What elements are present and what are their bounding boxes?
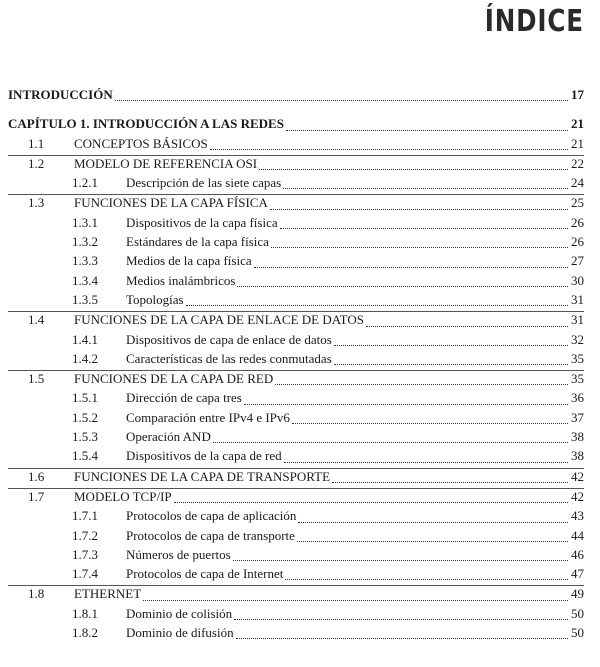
dot-leader — [213, 442, 568, 443]
toc-entry-title: Protocolos de capa de transporte — [126, 527, 295, 543]
dot-leader — [275, 384, 568, 385]
dot-leader — [254, 267, 568, 268]
toc-entry[interactable] — [8, 488, 584, 508]
toc-entry-number: 1.3.5 — [72, 291, 98, 307]
toc-entry[interactable] — [8, 566, 584, 585]
dot-leader — [283, 188, 568, 189]
toc-entry-page: 26 — [571, 234, 584, 250]
toc-entry-page: 31 — [571, 291, 584, 307]
toc-entry-page: 21 — [571, 135, 584, 151]
toc-entry[interactable] — [8, 585, 584, 605]
dot-leader — [237, 286, 568, 287]
toc-entry-title: CAPÍTULO 1. INTRODUCCIÓN A LAS REDES — [8, 116, 284, 132]
toc-entry-page: 38 — [571, 448, 584, 464]
dot-leader — [334, 364, 568, 365]
toc-entry[interactable] — [8, 468, 584, 488]
toc-entry-title: ETHERNET — [74, 586, 142, 602]
dot-leader — [259, 169, 568, 170]
dot-leader — [285, 579, 568, 580]
toc-entry-title: FUNCIONES DE LA CAPA FÍSICA — [74, 195, 268, 211]
dot-leader — [174, 502, 568, 503]
toc-entry-title: MODELO TCP/IP — [74, 488, 172, 504]
toc-entry-number: 1.7.4 — [72, 566, 98, 582]
toc-entry-title: Características de las redes conmutadas — [126, 350, 332, 366]
page-title: ÍNDICE — [484, 4, 584, 39]
dot-leader — [244, 404, 568, 405]
toc-entry[interactable] — [8, 528, 584, 547]
toc-entry-title: Dominio de difusión — [126, 625, 234, 641]
toc-entry[interactable] — [8, 215, 584, 234]
toc-entry-title: Protocolos de capa de Internet — [126, 566, 284, 582]
toc-entry-number: 1.7.3 — [72, 546, 98, 562]
toc-entry-page: 42 — [571, 488, 584, 504]
toc-entry-number: 1.8.1 — [72, 605, 98, 621]
toc-entry-title: FUNCIONES DE LA CAPA DE RED — [74, 371, 274, 387]
toc-entry-page: 32 — [571, 331, 584, 347]
dot-leader — [332, 482, 568, 483]
toc-entry[interactable] — [8, 370, 584, 390]
toc-entry[interactable] — [8, 136, 584, 155]
toc-entry-page: 27 — [571, 253, 584, 269]
toc-entry-title: FUNCIONES DE LA CAPA DE ENLACE DE DATOS — [74, 312, 364, 328]
toc-entry-number: 1.3.1 — [72, 214, 98, 230]
toc-entry-number: 1.4.2 — [72, 350, 98, 366]
dot-leader — [143, 600, 568, 601]
toc-entry-number: 1.7 — [28, 488, 45, 504]
toc-entry-page: 49 — [571, 586, 584, 602]
toc-entry[interactable] — [8, 292, 584, 311]
toc-entry[interactable] — [8, 332, 584, 351]
dot-leader — [286, 130, 568, 131]
toc-entry-page: 43 — [571, 508, 584, 524]
toc-entry[interactable] — [8, 175, 584, 194]
toc-entry-page: 47 — [571, 566, 584, 582]
toc-entry-number: 1.5.2 — [72, 409, 98, 425]
dot-leader — [186, 305, 568, 306]
toc-entry-number: 1.6 — [28, 468, 45, 484]
toc-entry-page: 46 — [571, 546, 584, 562]
toc-entry-title: MODELO DE REFERENCIA OSI — [74, 155, 258, 171]
toc-entry-page: 42 — [571, 468, 584, 484]
toc-entry-page: 24 — [571, 175, 584, 191]
toc-entry-number: 1.7.1 — [72, 508, 98, 524]
dot-leader — [280, 228, 568, 229]
toc-entry-page: 25 — [571, 195, 584, 211]
toc-entry[interactable] — [8, 410, 584, 429]
toc-entry[interactable] — [8, 351, 584, 370]
toc-entry-title: Descripción de las siete capas — [126, 175, 282, 191]
toc-entry-page: 50 — [571, 605, 584, 621]
toc-entry-number: 1.2 — [28, 155, 45, 171]
toc-entry-page: 35 — [571, 350, 584, 366]
toc-entry-title: Medios inalámbricos — [126, 272, 236, 288]
dot-leader — [284, 462, 568, 463]
toc-entry-title: Operación AND — [126, 429, 211, 445]
toc-entry-page: 37 — [571, 409, 584, 425]
dot-leader — [271, 247, 568, 248]
toc-entry-title: Topologías — [126, 291, 184, 307]
dot-leader — [115, 100, 568, 101]
toc-entry-title: Números de puertos — [126, 546, 231, 562]
toc-entry-number: 1.4.1 — [72, 331, 98, 347]
toc-entry-number: 1.5 — [28, 371, 45, 387]
toc-entry-number: 1.8.2 — [72, 625, 98, 641]
toc-entry[interactable] — [8, 87, 584, 106]
toc-entry[interactable] — [8, 625, 584, 644]
toc-entry-page: 31 — [571, 312, 584, 328]
toc-entry-number: 1.3 — [28, 195, 45, 211]
toc-entry[interactable] — [8, 116, 584, 135]
dot-leader — [236, 638, 568, 639]
dot-leader — [297, 541, 568, 542]
dot-leader — [233, 560, 568, 561]
toc-entry-page: 44 — [571, 527, 584, 543]
dot-leader — [234, 619, 568, 620]
toc-entry-page: 21 — [571, 116, 584, 132]
toc-entry-number: 1.3.2 — [72, 234, 98, 250]
dot-leader — [210, 149, 568, 150]
toc-entry-title: Dominio de colisión — [126, 605, 233, 621]
dot-leader — [298, 522, 568, 523]
toc-entry[interactable] — [8, 311, 584, 331]
toc-entry[interactable] — [8, 547, 584, 566]
toc-entry-title: Medios de la capa física — [126, 253, 252, 269]
toc-entry-number: 1.5.3 — [72, 429, 98, 445]
toc-entry-title: Dispositivos de la capa de red — [126, 448, 282, 464]
toc-entry[interactable] — [8, 508, 584, 527]
toc-entry-title: Dispositivos de la capa física — [126, 214, 278, 230]
toc-entry-title: CONCEPTOS BÁSICOS — [74, 135, 208, 151]
toc-entry-page: 26 — [571, 214, 584, 230]
toc-entry-title: FUNCIONES DE LA CAPA DE TRANSPORTE — [74, 468, 331, 484]
toc-entry-number: 1.3.3 — [72, 253, 98, 269]
toc-entry-title: Dispositivos de capa de enlace de datos — [126, 331, 332, 347]
toc-entry-number: 1.7.2 — [72, 527, 98, 543]
toc-entry[interactable] — [8, 448, 584, 467]
toc-entry-title: Protocolos de capa de aplicación — [126, 508, 297, 524]
toc-entry-number: 1.5.1 — [72, 390, 98, 406]
toc-entry-number: 1.8 — [28, 586, 45, 602]
toc-entry[interactable] — [8, 253, 584, 272]
toc-entry-number: 1.4 — [28, 312, 45, 328]
toc-entry-number: 1.3.4 — [72, 272, 98, 288]
toc-entry[interactable] — [8, 155, 584, 175]
toc-entry-number: 1.5.4 — [72, 448, 98, 464]
toc-entry-page: 17 — [571, 87, 584, 102]
toc-entry-page: 35 — [571, 371, 584, 387]
toc-entry[interactable] — [8, 390, 584, 409]
toc-entry-title: Comparación entre IPv4 e IPv6 — [126, 409, 290, 425]
toc-entry[interactable] — [8, 234, 584, 253]
dot-leader — [270, 209, 568, 210]
toc-entry-number: 1.1 — [28, 135, 45, 151]
toc-entry-page: 38 — [571, 429, 584, 445]
toc-entry-title: Estándares de la capa física — [126, 234, 269, 250]
toc-entry[interactable] — [8, 606, 584, 625]
toc-entry-title: INTRODUCCIÓN — [8, 87, 113, 102]
toc-entry[interactable] — [8, 273, 584, 292]
dot-leader — [292, 423, 568, 424]
toc-entry-page: 36 — [571, 390, 584, 406]
toc-entry-page: 30 — [571, 272, 584, 288]
dot-leader — [334, 345, 568, 346]
toc-entry-title: Dirección de capa tres — [126, 390, 242, 406]
table-of-contents — [8, 87, 584, 644]
toc-entry-page: 50 — [571, 625, 584, 641]
toc-entry-page: 22 — [571, 155, 584, 171]
toc-entry-number: 1.2.1 — [72, 175, 98, 191]
toc-entry[interactable] — [8, 429, 584, 448]
toc-entry[interactable] — [8, 194, 584, 214]
dot-leader — [366, 326, 568, 327]
